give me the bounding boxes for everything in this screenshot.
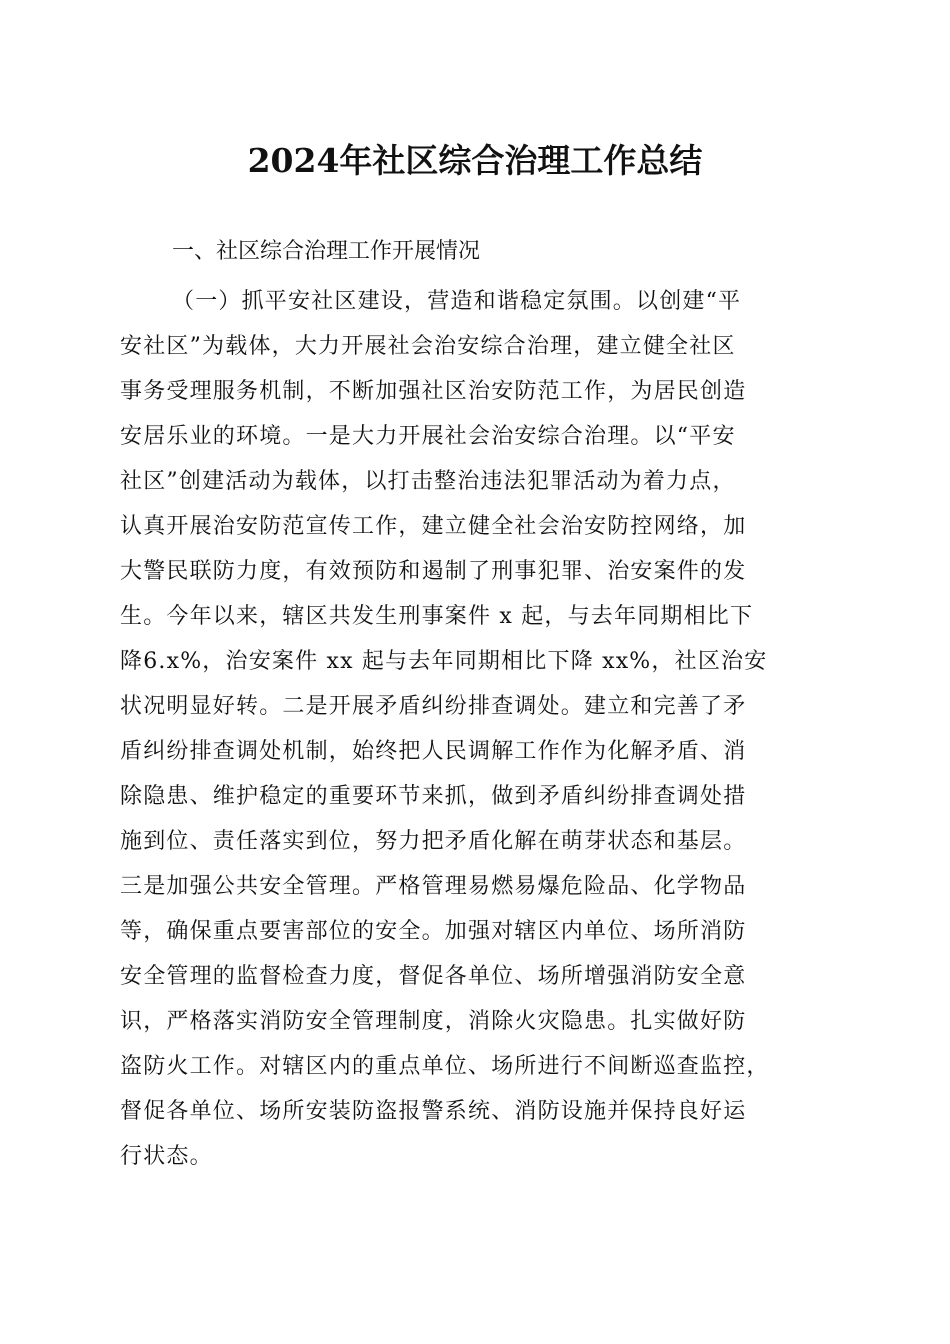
section-heading: 一、社区综合治理工作开展情况 [172, 239, 481, 264]
body-line: 认真开展治安防范宣传工作，建立健全社会治安防控网络，加 [120, 514, 747, 539]
body-line: 盗防火工作。对辖区内的重点单位、场所进行不间断巡查监控， [120, 1054, 770, 1079]
body-line: 安全管理的监督检查力度，督促各单位、场所增强消防安全意 [120, 964, 747, 989]
document-title: 2024年社区综合治理工作总结 [247, 141, 703, 180]
body-line: 降6.x%，治安案件 xx 起与去年同期相比下降 xx%，社区治安 [120, 649, 768, 674]
body-line: 等，确保重点要害部位的安全。加强对辖区内单位、场所消防 [120, 919, 747, 944]
body-line: 盾纠纷排查调处机制，始终把人民调解工作作为化解矛盾、消 [120, 739, 747, 764]
body-line: 施到位、责任落实到位，努力把矛盾化解在萌芽状态和基层。 [120, 829, 747, 854]
body-line: 除隐患、维护稳定的重要环节来抓，做到矛盾纠纷排查调处措 [120, 784, 747, 809]
body-line: 安社区”为载体，大力开展社会治安综合治理，建立健全社区 [120, 334, 736, 359]
body-line: 生。今年以来，辖区共发生刑事案件 x 起，与去年同期相比下 [120, 604, 754, 629]
body-line: 大警民联防力度，有效预防和遏制了刑事犯罪、治安案件的发 [120, 559, 747, 584]
body-line: （一）抓平安社区建设，营造和谐稳定氛围。以创建“平 [172, 289, 742, 314]
body-line: 识，严格落实消防安全管理制度，消除火灾隐患。扎实做好防 [120, 1009, 747, 1034]
body-line: 社区”创建活动为载体，以打击整治违法犯罪活动为着力点， [120, 469, 736, 494]
body-line: 事务受理服务机制，不断加强社区治安防范工作，为居民创造 [120, 379, 747, 404]
body-line: 督促各单位、场所安装防盗报警系统、消防设施并保持良好运 [120, 1099, 747, 1124]
body-line: 状况明显好转。二是开展矛盾纠纷排查调处。建立和完善了矛 [120, 694, 747, 719]
body-line: 行状态。 [120, 1144, 213, 1169]
body-line: 三是加强公共安全管理。严格管理易燃易爆危险品、化学物品 [120, 874, 747, 899]
body-line: 安居乐业的环境。一是大力开展社会治安综合治理。以“平安 [120, 424, 736, 449]
